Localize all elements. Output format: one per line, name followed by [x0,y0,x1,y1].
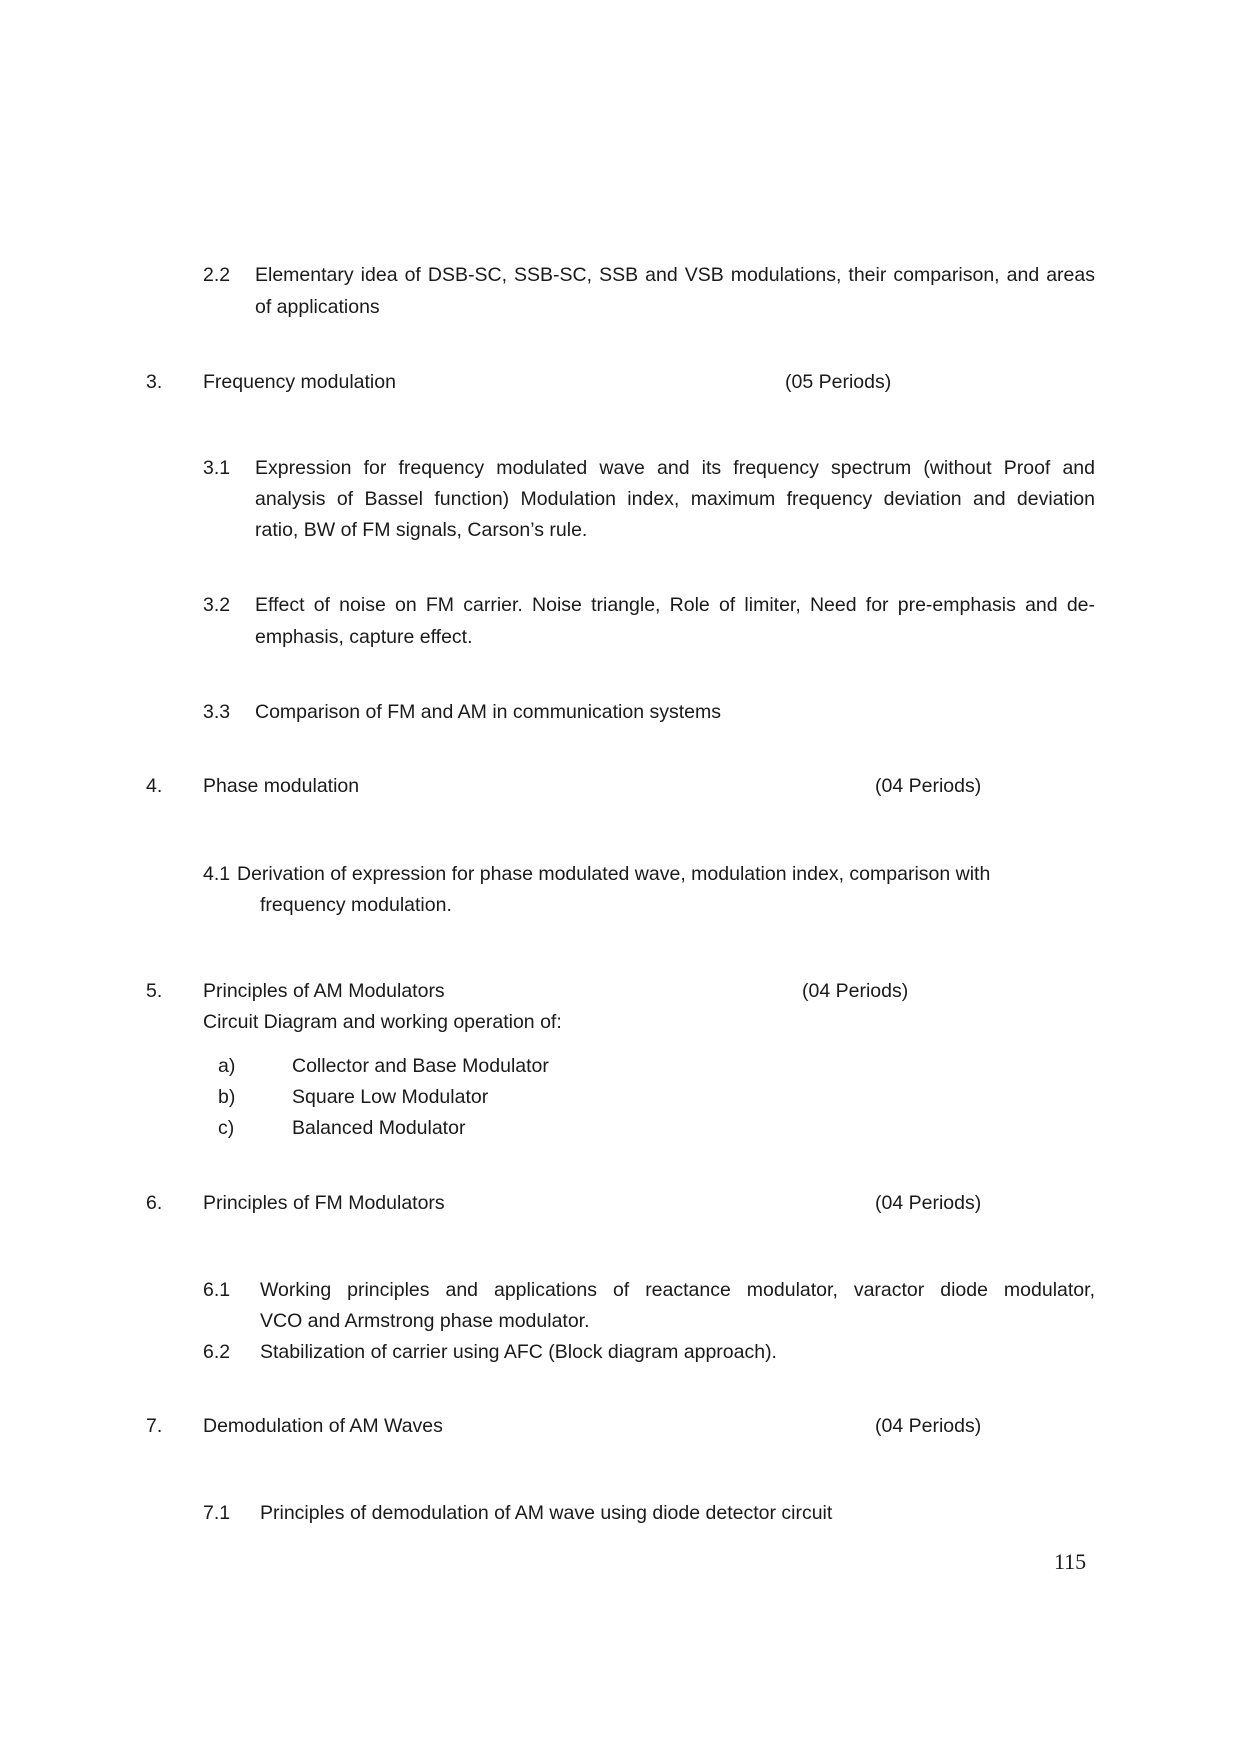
subsection-text-line: Effect of noise on FM carrier. Noise triangle, Role of limiter, Need for pre-emphasis and de- [255,594,1095,616]
subsection-number: 6.1 [203,1279,231,1301]
subsection-number: 2.2 [203,264,231,286]
subsection-number: 4.1 [203,863,231,885]
subsection-text-line: Stabilization of carrier using AFC (Block diagram approach). [260,1341,777,1363]
subsection-text-line: Comparison of FM and AM in communication systems [255,701,722,723]
list-item-label: b) [218,1086,236,1108]
section-title: Phase modulation [203,775,360,797]
section-periods: (04 Periods) [802,980,909,1002]
section-number: 3. [146,371,163,393]
subsection-text-line: Working principles and applications of reactance modulator, varactor diode modulator, [260,1279,1095,1301]
section-subtitle: Circuit Diagram and working operation of: [203,1011,562,1033]
section-periods: (04 Periods) [875,1192,982,1214]
subsection-number: 3.2 [203,594,231,616]
list-item-label: c) [218,1117,235,1139]
list-item-text: Balanced Modulator [292,1117,466,1139]
section-periods: (04 Periods) [875,1415,982,1437]
subsection-text-line: of applications [255,296,380,318]
subsection-text-line: Expression for frequency modulated wave and its frequency spectrum (without Proof and [255,457,1095,479]
section-number: 6. [146,1192,163,1214]
subsection-number: 6.2 [203,1341,231,1363]
section-number: 5. [146,980,163,1002]
subsection-text-line: ratio, BW of FM signals, Carson’s rule. [255,519,588,541]
list-item-text: Square Low Modulator [292,1086,489,1108]
section-title: Frequency modulation [203,371,396,393]
subsection-number: 3.1 [203,457,231,479]
section-number: 4. [146,775,163,797]
subsection-text-line: Principles of demodulation of AM wave using diode detector circuit [260,1502,833,1524]
page-number: 115 [1054,1549,1087,1574]
section-title: Principles of FM Modulators [203,1192,445,1214]
subsection-text-line: emphasis, capture effect. [255,626,473,648]
subsection-number: 3.3 [203,701,231,723]
section-number: 7. [146,1415,163,1437]
subsection-text-line: VCO and Armstrong phase modulator. [260,1310,590,1332]
section-title: Demodulation of AM Waves [203,1415,443,1437]
subsection-text-line: Derivation of expression for phase modulated wave, modulation index, comparison with [237,863,991,885]
subsection-number: 7.1 [203,1502,231,1524]
subsection-text-line: Elementary idea of DSB-SC, SSB-SC, SSB and VSB modulations, their comparison, and areas [255,264,1095,286]
list-item-text: Collector and Base Modulator [292,1055,549,1077]
section-periods: (04 Periods) [875,775,982,797]
subsection-text-line: frequency modulation. [260,894,452,916]
section-periods: (05 Periods) [785,371,892,393]
subsection-text-line: analysis of Bassel function) Modulation index, maximum frequency deviation and deviation [255,488,1095,510]
list-item-label: a) [218,1055,236,1077]
section-title: Principles of AM Modulators [203,980,445,1002]
